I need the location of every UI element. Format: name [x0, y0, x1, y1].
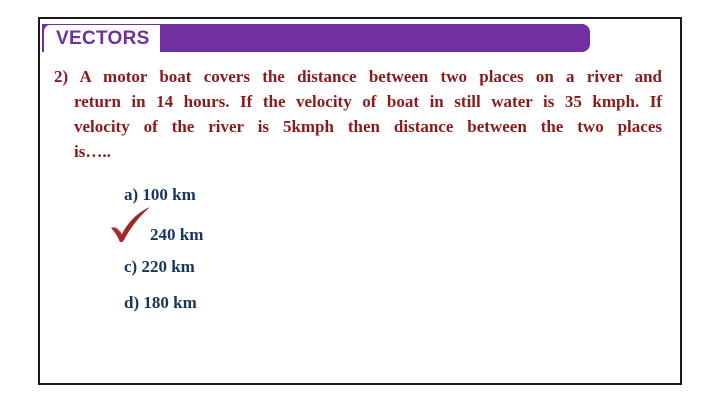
question-line: is….. [74, 142, 111, 161]
question-line: 2) A motor boat covers the distance between two places on a river and [54, 67, 662, 86]
option-b: 240 km [150, 225, 204, 244]
question-line: return in 14 hours. If the velocity of boat in still water is 35 kmph. If [74, 92, 662, 111]
option-c: c) 220 km [124, 257, 195, 276]
checkmark-icon [108, 206, 152, 244]
slide-title: VECTORS [56, 28, 150, 49]
question-line: velocity of the river is 5kmph then distance between the two places [74, 117, 662, 136]
option-d: d) 180 km [124, 293, 197, 312]
question-text [54, 64, 662, 164]
option-a: a) 100 km [124, 185, 196, 204]
